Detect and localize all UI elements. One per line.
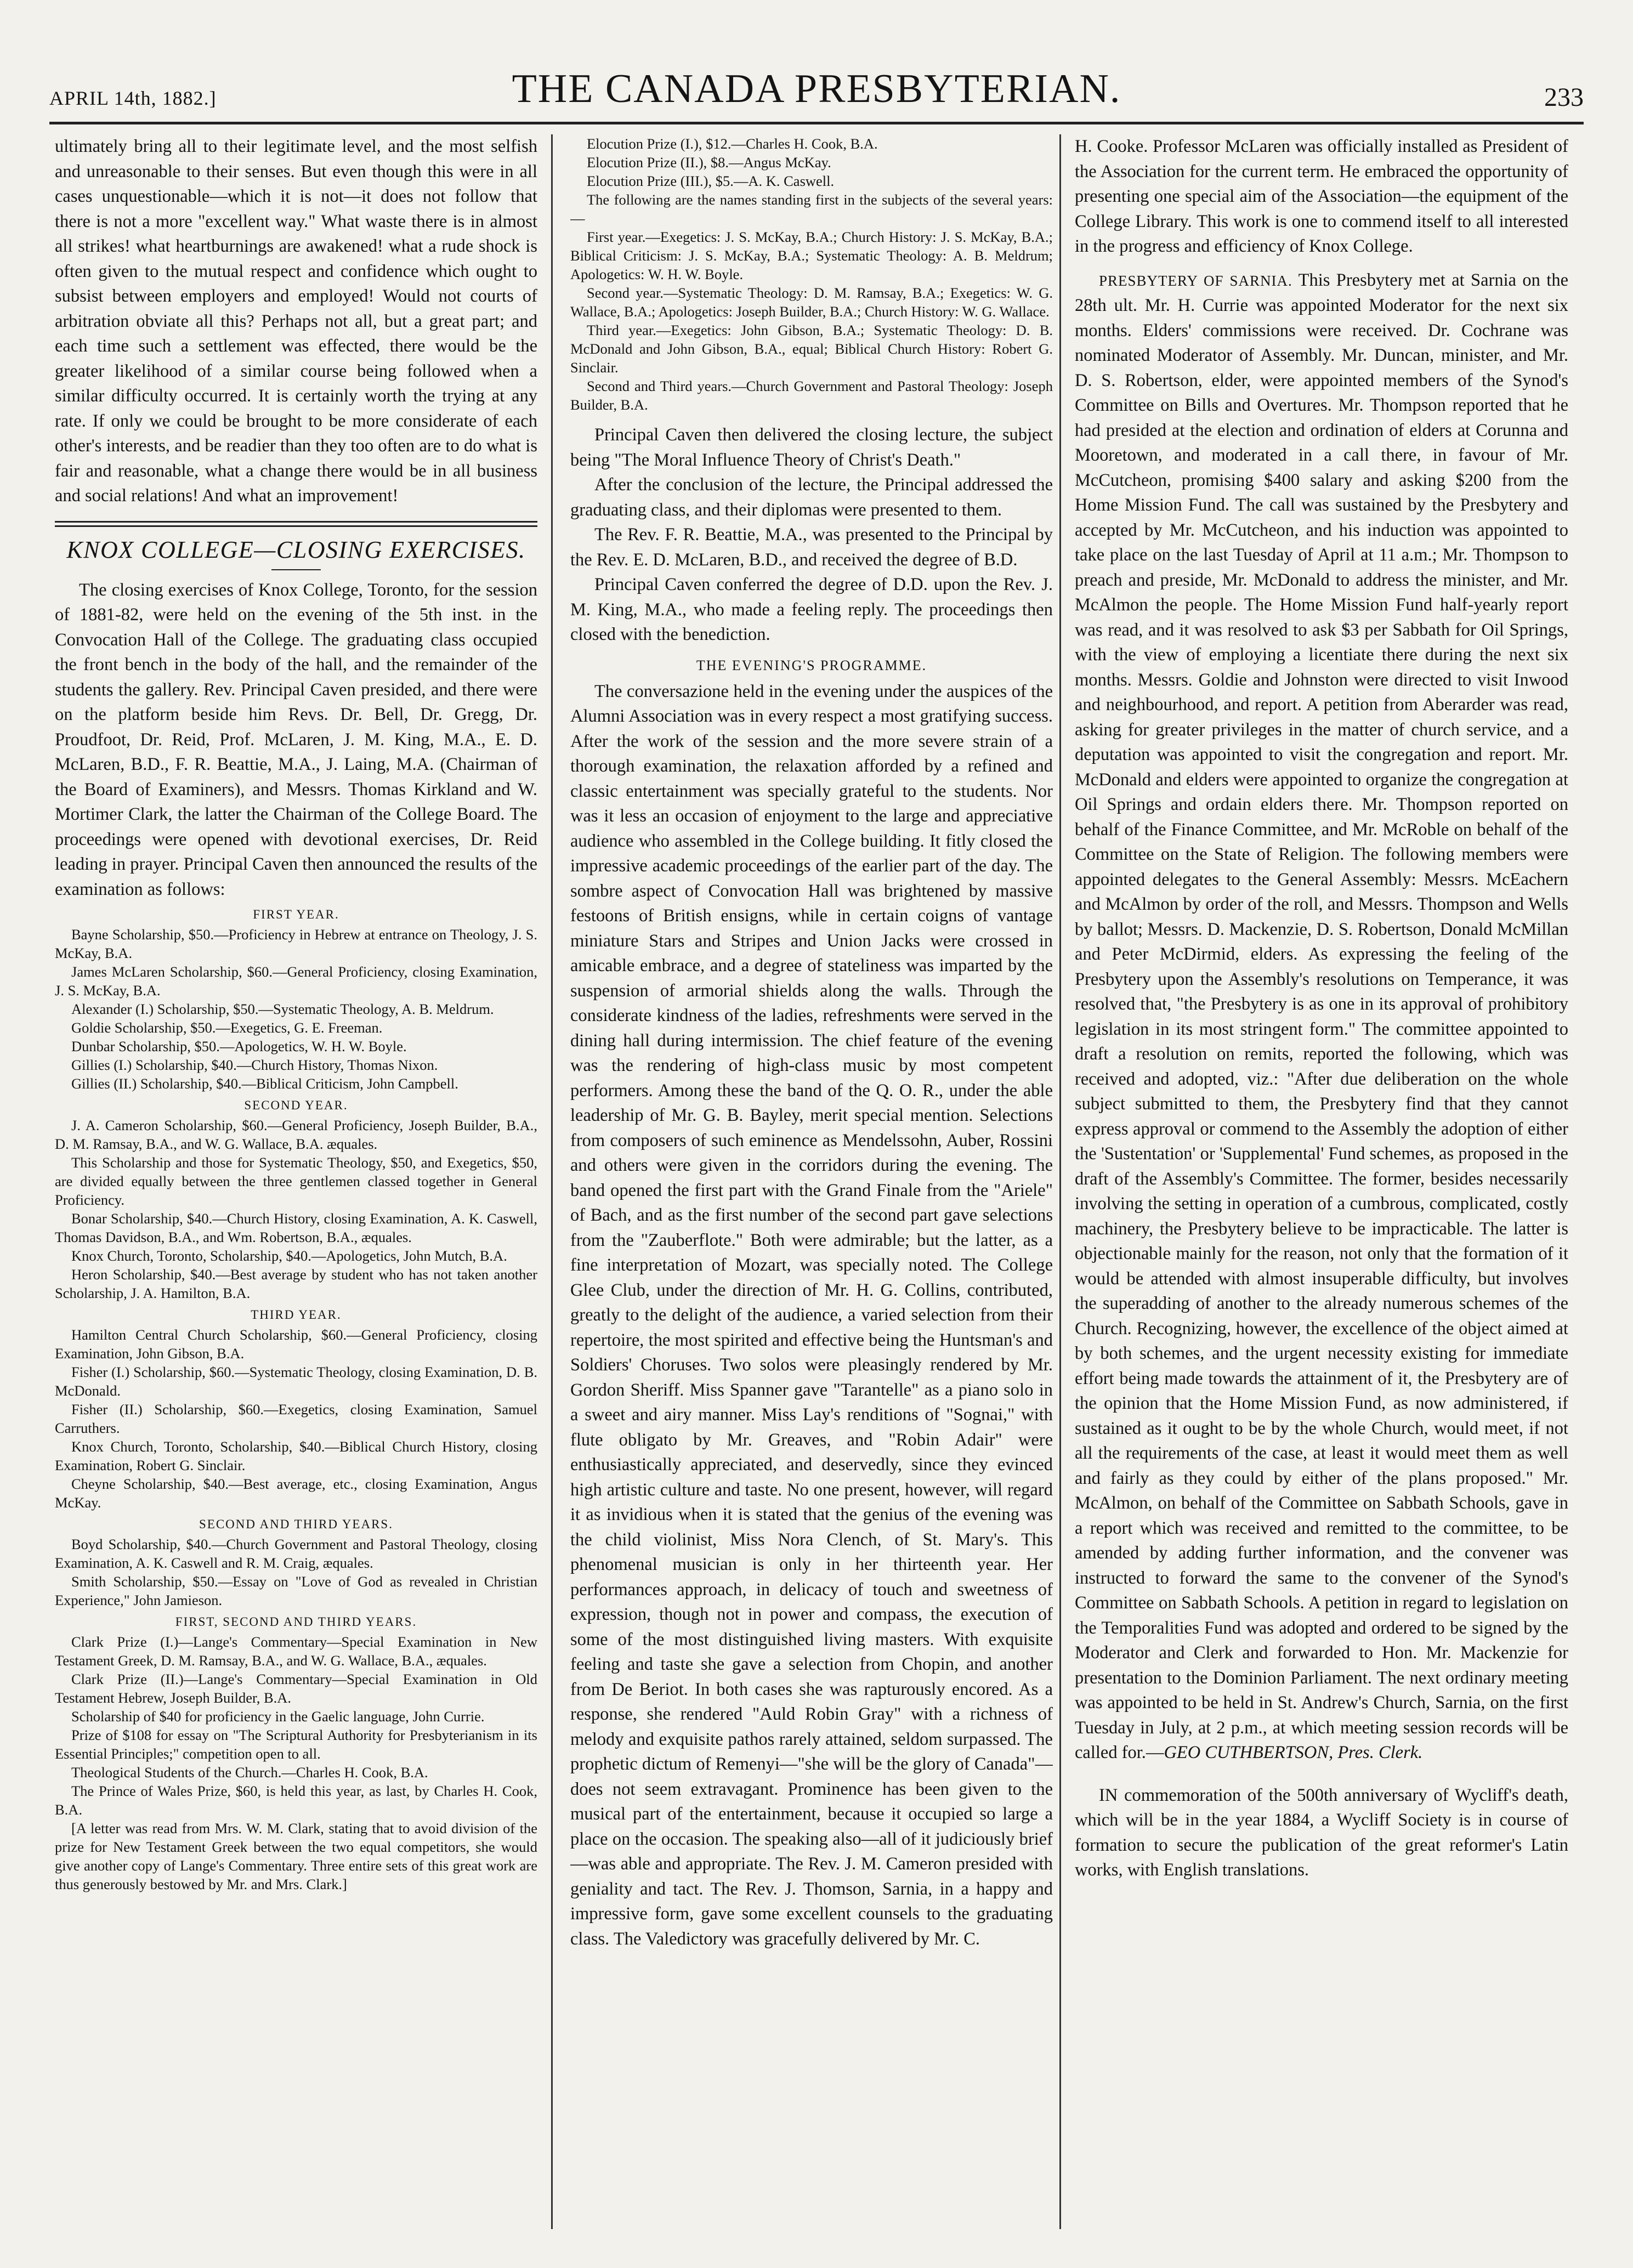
award-entry: Second and Third years.—Church Government and Pastoral Theology: Joseph Builder, B.A.: [570, 378, 1053, 413]
article-paragraph: The closing exercises of Knox College, Toronto, for the session of 1881-82, were held on the evening of the 5th inst. in the Convocation Hall of the College. The graduating class occupied the front bench in the body of the hall, and the remainder of the students the gallery. Rev. Principal Caven presided, and there were on the platform beside him Revs. Dr. Bell, Dr. Gregg, Dr. Proudfoot, Dr. Reid, Prof. McLaren, J. M. King, M.A., E. D. McLaren, B.D., F. R. Beattie, M.A., J. Laing, M.A. (Chairman of the Board of Examiners), and Messrs. Thomas Kirkland and W. Mortimer Clark, the latter the Chairman of the College Board. The proceedings were opened with devotional exercises, Dr. Reid leading in prayer. Principal Caven then announced the results of the examination as follows:: [55, 580, 537, 899]
award-entry: Dunbar Scholarship, $50.—Apologetics, W. H. W. Boyle.: [71, 1038, 407, 1054]
subheading: THE EVENING'S PROGRAMME.: [696, 657, 927, 673]
award-entry: Alexander (I.) Scholarship, $50.—Systematic Theology, A. B. Meldrum.: [71, 1001, 494, 1017]
award-entry: Goldie Scholarship, $50.—Exegetics, G. E. Freeman.: [71, 1019, 383, 1036]
award-entry: This Scholarship and those for Systematic Theology, $50, and Exegetics, $50, are divided equally between the three gentlemen classed together in General Proficiency.: [55, 1154, 537, 1208]
award-entry: Fisher (II.) Scholarship, $60.—Exegetics, closing Examination, Samuel Carruthers.: [55, 1401, 537, 1436]
award-entry: Scholarship of $40 for proficiency in the Gaelic language, John Currie.: [71, 1708, 485, 1725]
section-title: KNOX COLLEGE—CLOSING EXERCISES.: [66, 536, 526, 563]
column-2: [570, 134, 1053, 2229]
award-entry: Clark Prize (II.)—Lange's Commentary—Special Examination in Old Testament Hebrew, Joseph Builder, B.A.: [55, 1671, 537, 1706]
award-entry: James McLaren Scholarship, $60.—General Proficiency, closing Examination, J. S. McKay, B.A.: [55, 963, 537, 999]
award-entry: Second year.—Systematic Theology: D. M. Ramsay, B.A.; Exegetics: W. G. Wallace, B.A.; Apologetics: Joseph Builder, B.A.; Church History: W. G. Wallace.: [570, 285, 1053, 320]
page-header: [49, 66, 1584, 126]
award-entry: J. A. Cameron Scholarship, $60.—General Proficiency, Joseph Builder, B.A., D. M. Ramsay, B.A., and W. G. Wallace, B.A. æquales.: [55, 1117, 537, 1152]
award-entry: Boyd Scholarship, $40.—Church Government and Pastoral Theology, closing Examination, A. K. Caswell and R. M. Craig, æquales.: [55, 1536, 537, 1571]
report-lead: PRESBYTERY OF SARNIA.: [1099, 272, 1292, 289]
award-entry: Bonar Scholarship, $40.—Church History, closing Examination, A. K. Caswell, Thomas Davidson, B.A., and Wm. Robertson, B.A., æquales.: [55, 1210, 537, 1245]
award-entry: Third year.—Exegetics: John Gibson, B.A.; Systematic Theology: D. B. McDonald and John Gibson, B.A., equal; Biblical Church History: Robert G. Sinclair.: [570, 322, 1053, 376]
column-divider: [1059, 134, 1061, 2229]
award-entry: Bayne Scholarship, $50.—Proficiency in Hebrew at entrance on Theology, J. S. McKay, B.A.: [55, 926, 537, 961]
section-divider: [55, 521, 537, 527]
award-entry: Theological Students of the Church.—Charles H. Cook, B.A.: [71, 1764, 428, 1781]
award-entry: Elocution Prize (III.), $5.—A. K. Caswell.: [587, 173, 835, 189]
award-entry: Fisher (I.) Scholarship, $60.—Systematic Theology, closing Examination, D. B. McDonald.: [55, 1364, 537, 1399]
article-paragraph: Principal Caven conferred the degree of D.D. upon the Rev. J. M. King, M.A., who made a feeling reply. The proceedings then closed with the benediction.: [570, 575, 1053, 644]
award-entry: Gillies (I.) Scholarship, $40.—Church History, Thomas Nixon.: [71, 1057, 438, 1073]
award-entry: Elocution Prize (II.), $8.—Angus McKay.: [587, 154, 831, 171]
award-entry: The following are the names standing first in the subjects of the several years:—: [570, 191, 1053, 226]
award-entry: Hamilton Central Church Scholarship, $60.—General Proficiency, closing Examination, John Gibson, B.A.: [55, 1326, 537, 1362]
article-paragraph: The Rev. F. R. Beattie, M.A., was presented to the Principal by the Rev. E. D. McLaren, B.D., and received the degree of B.D.: [570, 525, 1053, 570]
award-entry: Gillies (II.) Scholarship, $40.—Biblical Criticism, John Campbell.: [71, 1075, 458, 1092]
subheading: FIRST, SECOND AND THIRD YEARS.: [175, 1615, 417, 1629]
masthead-title: THE CANADA PRESBYTERIAN.: [512, 66, 1121, 111]
award-entry: Elocution Prize (I.), $12.—Charles H. Cook, B.A.: [587, 135, 878, 152]
award-entry: First year.—Exegetics: J. S. McKay, B.A.; Church History: J. S. McKay, B.A.; Biblical Criticism: J. S. McKay, B.A.; Systematic Theology: A. B. Meldrum; Apologetics: W. H. W. Boyle.: [570, 229, 1053, 282]
award-entry: Clark Prize (I.)—Lange's Commentary—Special Examination in New Testament Greek, D. M. Ramsay, B.A., and W. G. Wallace, B.A., æquales.: [55, 1634, 537, 1669]
award-entry: Prize of $108 for essay on "The Scriptural Authority for Presbyterianism in its Essential Principles;" competition open to all.: [55, 1727, 537, 1762]
presbytery-report: [1075, 268, 1568, 1766]
column-divider: [551, 134, 553, 2229]
award-entry: The Prince of Wales Prize, $60, is held this year, as last, by Charles H. Cook, B.A.: [55, 1783, 537, 1818]
award-entry: Cheyne Scholarship, $40.—Best average, etc., closing Examination, Angus McKay.: [55, 1476, 537, 1511]
award-entry: Knox Church, Toronto, Scholarship, $40.—Apologetics, John Mutch, B.A.: [71, 1248, 507, 1264]
header-rule: [49, 122, 1584, 124]
issue-date: APRIL 14th, 1882.]: [49, 87, 217, 109]
subheading: SECOND AND THIRD YEARS.: [199, 1517, 393, 1531]
article-paragraph: Principal Caven then delivered the closing lecture, the subject being "The Moral Influence Theory of Christ's Death.": [570, 425, 1053, 470]
page-number: 233: [1544, 83, 1584, 112]
article-paragraph: H. Cooke. Professor McLaren was officially installed as President of the Association for the current term. He embraced the opportunity of presenting one special aim of the Association—the equipment of the College Library. This work is one to commend itself to all interested in the progress and efficiency of Knox College.: [1075, 137, 1568, 256]
award-entry: Heron Scholarship, $40.—Best average by student who has not taken another Scholarship, J. A. Hamilton, B.A.: [55, 1266, 537, 1301]
award-note: [A letter was read from Mrs. W. M. Clark, stating that to avoid division of the prize for New Testament Greek between the two equal competitors, she would give another copy of Lange's Commentary. Three entire sets of this great work are thus generously bestowed by Mr. and Mrs. Clark.]: [55, 1820, 537, 1892]
award-entry: Smith Scholarship, $50.—Essay on "Love of God as revealed in Christian Experience," John Jamieson.: [55, 1573, 537, 1608]
award-entry: Knox Church, Toronto, Scholarship, $40.—Biblical Church History, closing Examination, Robert G. Sinclair.: [55, 1438, 537, 1473]
editorial-continuation: ultimately bring all to their legitimate level, and the most selfish and unreasonable to their senses. But even though this were in all cases unquestionable—which it is not—it does not follow that there is not a more "excellent way." What waste there is in almost all strikes! what heartburnings are awakened! what a rude shock is often given to the mutual respect and confidence which ought to subsist between employers and employed! Would not courts of arbitration obviate all this? Perhaps not all, but a great part; and each time such a settlement was effected, there would be the greater likelihood of a similar course being followed when a similar difficulty occurred. It is certainly worth the trying at any rate. If only we could be brought to be more considerate of each other's interests, and be readier than they too often are to do what is fair and reasonable, what a change there would be in all business and social relations! And what an improvement!: [55, 137, 537, 506]
subheading: SECOND YEAR.: [244, 1098, 348, 1112]
report-signature: GEO CUTHBERTSON, Pres. Clerk.: [1164, 1743, 1423, 1762]
article-paragraph: The conversazione held in the evening under the auspices of the Alumni Association was in every respect a most gratifying success. After the work of the session and the more severe strain of a thorough examination, the relaxation afforded by a refined and classic entertainment was specially grateful to the students. Nor was it less an occasion of enjoyment to the large and appreciative audience who assembled in the College building. It fitly closed the impressive academic proceedings of the earlier part of the day. The sombre aspect of Convocation Hall was brightened by massive festoons of British ensigns, while in certain coigns of vantage miniature Stars and Stripes and Union Jacks were crossed in amicable embrace, and a degree of stateliness was imparted by the suspension of armorial shields along the walls. Through the considerate kindness of the ladies, refreshments were served in the dining hall during intermission. The chief feature of the evening was the rendering of high-class music by most competent performers. Among these the band of the Q. O. R., under the able leadership of Mr. G. B. Bayley, merit special mention. Selections from composers of such eminence as Mendelssohn, Auber, Rossini and others were given in the corridors during the evening. The band opened the first part with the Grand Finale from the "Ariele" of Bach, and as the first number of the second part gave selections from the "Zauberflote." Both were admirable; but the latter, as a fine interpretation of Mozart, was specially noted. The College Glee Club, under the direction of Mr. H. G. Collins, contributed, greatly to the delight of the audience, a varied selection from their repertoire, the most spirited and effective being the Huntsman's and Soldiers' Choruses. Two solos were pleasingly rendered by Mr. Gordon Sheriff. Miss Spanner gave "Tarantelle" as a piano solo in a sweet and airy manner. Miss Lay's renditions of "Sognai," with flute obligato by Mr. Greaves, and "Robin Adair" were enthusiastically appreciated, and deservedly, since they evinced high artistic culture and taste. No one present, however, will regard it as invidious when it is stated that the genius of the evening was the child violinist, Miss Nora Clench, of St. Mary's. This phenomenal musician is only in her thirteenth year. Her performances approach, in delicacy of touch and sweetness of expression, though not in power and compass, the execution of some of the most distinguished living masters. With exquisite feeling and taste she gave a selection from Chopin, and another from De Beriot. In both cases she was rapturously encored. As a response, she rendered "Auld Robin Gray" with a richness of melody and exquisite pathos rarely attained, seldom surpassed. The prophetic dictum of Remenyi—"she will be the glory of Canada"—does not seem extravagant. Prominence has been given to the musical part of the entertainment, because it occupied so large a place on the occasion. The speaking also—all of it judiciously brief—was able and appropriate. The Rev. J. M. Cameron presided with geniality and tact. The Rev. J. Thomson, Sarnia, in a happy and impressive form, gave some excellent counsels to the graduating class. The Valedictory was gracefully delivered by Mr. C.: [570, 681, 1053, 1949]
news-item: IN commemoration of the 500th anniversary of Wycliff's death, which will be in the year 1884, a Wycliff Society is in course of formation to secure the publication of the great reformer's Latin works, with English translations.: [1075, 1785, 1568, 1880]
report-text: This Presbytery met at Sarnia on the 28th ult. Mr. H. Currie was appointed Moderator for the next six months. Elders' commissions were received. Dr. Cochrane was nominated Moderator of Assembly. Mr. Duncan, minister, and Mr. D. S. Robertson, elder, were appointed members of the Synod's Committee on Bills and Overtures. Mr. Thompson reported that he had presided at the election and ordination of elders at Corunna and Mooretown, and moderated in a call there, in favour of Mr. McCutcheon, promising $400 salary and asking $200 from the Home Mission Fund. The call was sustained by the Presbytery and accepted by Mr. McCutcheon, and his induction was appointed to take place on the last Tuesday of April at 11 a.m.; Mr. Thompson to preach and preside, Mr. McDonald to address the minister, and Mr. McAlmon the people. The Home Mission Fund half-yearly report was read, and it was resolved to ask $3 per Sabbath for Oil Springs, with the view of employing a licentiate there during the next six months. Messrs. Goldie and Johnston were directed to visit Inwood and neighbourhood, and report. A petition from Aberarder was read, asking for greater privileges in the matter of church service, and a deputation was appointed to visit the congregation and report. Mr. McDonald and elders were appointed to organize the congregation at Oil Springs and ordain elders there. Mr. Thompson reported on behalf of the Finance Committee, and Mr. McRoble on behalf of the Committee on the State of Religion. The following members were appointed delegates to the General Assembly: Messrs. McEachern and McAlmon by order of the roll, and Messrs. Thompson and Wells by ballot; Messrs. D. Mackenzie, D. S. Robertson, Donald McMillan and Peter McDirmid, elders. As expressing the feeling of the Presbytery upon the Assembly's resolutions on Temperance, it was resolved that, "the Presbytery is as one in its approval of prohibitory legislation in its most stringent form." The committee appointed to draft a resolution on remits, reported the following, which was received and adopted, viz.: "After due deliberation on the whole subject submitted to them, the Presbytery find that they cannot express approval or commend to the Assembly the adoption of either the 'Sustentation' or 'Supplemental' Fund schemes, as proposed in the draft of the Assembly's Committee. The former, besides necessarily involving the setting in operation of a cumbrous, complicated, costly machinery, the Presbytery believe to be impracticable. The latter is objectionable mainly for the reason, not only that the formation of it would be attended with almost insuperable difficulty, but involves the superadding of another to the already numerous schemes of the Church. Recognizing, however, the excellence of the object aimed at by both schemes, and the urgent necessity existing for immediate effort being made towards the attainment of it, the Presbytery are of the opinion that the Home Mission Fund, as now administered, if sustained as it ought to be by the whole Church, would meet, if not all the requirements of the case, at least it would meet them as well and fairly as they could by either of the plans proposed." Mr. McAlmon, on behalf of the Committee on Sabbath Schools, gave in a report which was received and remitted to the committee, to be amended by adding further information, and the convener was instructed to forward the same to the convener of the Synod's Committee on Sabbath Schools. A petition in regard to legislation on the Temporalities Fund was adopted and ordered to be signed by the Moderator and Clerk and forwarded to Hon. Mr. Mackenzie for presentation to the Dominion Parliament. The next ordinary meeting was appointed to be held in St. Andrew's Church, Sarnia, on the first Tuesday in July, at 2 p.m., at which meeting session records will be called for.—: [1075, 270, 1568, 1762]
column-3: [1075, 134, 1568, 2229]
title-rule: [271, 569, 321, 570]
subheading: THIRD YEAR.: [251, 1308, 342, 1322]
article-paragraph: After the conclusion of the lecture, the Principal addressed the graduating class, and their diplomas were presented to them.: [570, 475, 1053, 520]
column-1: [55, 134, 537, 2229]
subheading: FIRST YEAR.: [253, 908, 339, 921]
